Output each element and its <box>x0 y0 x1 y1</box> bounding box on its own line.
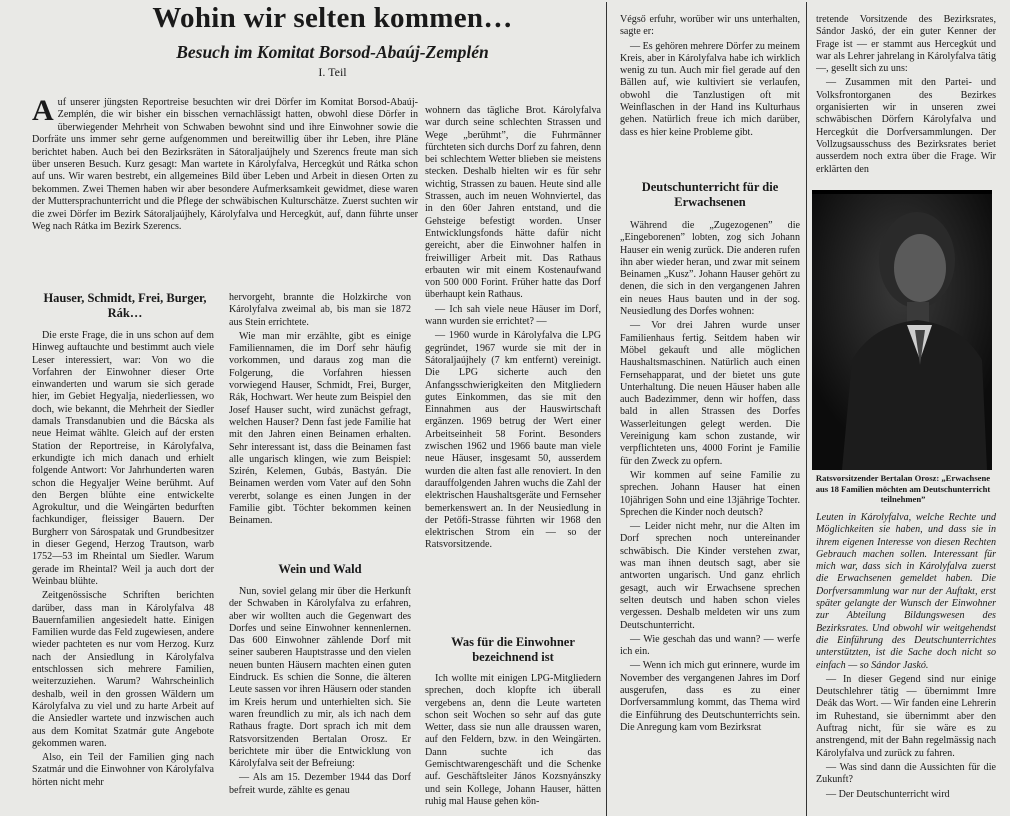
column-4-bottom <box>620 220 800 816</box>
paragraph: — Was sind dann die Aussichten für die Zukunft? <box>816 761 996 786</box>
column-1 <box>32 330 214 816</box>
paragraph: — In dieser Gegend sind nur einige Deutschlehrer tätig — übernimmt Imre Deák das Wort. — Wir fanden eine Lehrerin im Ruhestand, sie übernimmt aber den Auftrag nicht, für sie wäre es zu anstrengend, mit der Bahn regelmässig nach Károlyfalva und zurück zu fahren. <box>816 673 996 759</box>
col4-heading: Deutschunterricht für die Erwachsenen <box>641 180 779 209</box>
paragraph: — Vor drei Jahren wurde unser Familienhaus fertig. Seitdem haben wir Möbel gekauft und alle möglichen Haushaltsmaschinen. Natürlich auch einen Fernsehapparat, und der bietet uns gute Unterhaltung. Die neuen Häuser haben alle auch Badezimmer, denn wir hoffen, dass bald in allen Strassen des Dorfes Wasserleitungen gelegt werden. Die Vereinigung kam schon zustande, wir verpflichteten uns, 4000 Forint je Familie für den Zweck zu opfern. <box>620 320 800 467</box>
paragraph: Wir kommen auf seine Familie zu sprechen. Johann Hauser hat einen 10jährigen Sohn und eine 13jährige Tochter. Sprechen die Kinder noch deutsch? <box>620 469 800 518</box>
article-title: Wohin wir selten kommen… <box>152 2 513 34</box>
column-3-top <box>425 105 601 625</box>
paragraph: — Leider nicht mehr, nur die Alten im Dorf sprechen noch untereinander schwäbisch. Die Kinder verstehen zwar, was man ihnen deutsch sagt, aber sie antworten ungarisch. Und ganz ehrlich gesagt, auch wir Erwachsene sprechen selten deutsch und haben schon vieles vergessen. Deshalb meldeten wir uns zum Deutschunterricht. <box>620 521 800 631</box>
article-lead <box>32 94 418 233</box>
paragraph: Wie man mir erzählte, gibt es einige Familiennamen, die im Dorf sehr häufig vorkommen, und daraus zog man die Folgerung, die Vorfahren hiessen vorwiegend Hauser, Schmidt, Frei, Burger, Rák, Hochwart. Wer heute zum Beispiel den Josef Hauser sucht, wird zunächst gefragt, welchen Hauser? Denn fast jede Familie hat mit den Jahren einen Beinamen erhalten. Sehr interessant ist, dass die Beinamen fast alle ungarisch klingen, wie zum Beispiel: Szirén, Kelemen, Gubás, Bastyán. Die Beinamen werden vom Vater auf den Sohn vererbt, solange es einen Jungen in der Familie gibt. Töchter bekommen keinen Beinamen. <box>229 330 411 527</box>
paragraph: — Der Deutschunterricht wird <box>826 788 950 800</box>
col1-heading: Hauser, Schmidt, Frei, Burger, Rák… <box>43 291 207 320</box>
paragraph: Die erste Frage, die in uns schon auf dem Hinweg auftauchte und bestimmt auch viele Leser interessiert, war: Von wo die Vorfahren der Einwohner dieser Orte einwanderten und warum sie sich gerade hier, im Gebiet Hegyalja, niederliessen, wo doch, wie bekannt, die Mehrheit der Siedler damals Transdanubien und die Bácska als neue Heimat wählte. Gleich auf der ersten Station der Reportreise, in Károlyfalva, erkundigte ich mich danach und erhielt folgende Antwort: Vor Jahrhunderten waren schon die Hegyaljer Weine berühmt. Auf den Bergen blühte eine entwickelte Agrokultur, und die Weingärten bedurften fachkundiger, fleissiger Bauern. Der Burgherr von Sárospatak und Grundbesitzer in dieser Gegend, Herzog Trautson, warb 1752—53 im Rheintal um Siedler. Warum gerade im Rheintal? Weil ja auch dort der Weinbau blühte. <box>32 330 214 587</box>
lead-text: uf unserer jüngsten Reportreise besuchten wir drei Dörfer im Komitat Borsod-Abaúj-Zemplén, die wir bisher ein bisschen vernachlässigt hatten, obwohl diese Dörfer in überwiegender Mehrheit von Schwaben bewohnt sind und ihre Einwohner sowie die Dorfräte uns immer sehr gerne aufgenommen und bereitwillig über ihr Leben, ihre Pläne berichtet haben. Auch bei den Bezirksräten in Sátoraljaújhely und Szerencs freute man sich über unseren Besuch. Kurz gesagt: Man wartete in Károlyfalva, Hercegkút und Rátka schon auf uns. Wir waren bestrebt, ein allgemeines Bild über Leben und Arbeit in diesen Orten zu bekommen. Zwei Themen haben wir aber besondere Aufmerksamkeit gewidmet, diese waren der Muttersprachunterricht und die Pflege der schwäbischen Kulturschätze. Zuerst suchten wir die zwei Dörfer im Bezirk Sátoraljaújhely, Károlyfalva und Hercegkút, auf, dann führte unser Weg nach Rátka im Bezirk Szerencs. <box>32 97 418 233</box>
paragraph: wohnern das tägliche Brot. Károlyfalva war durch seine schlechten Strassen und Wege „berühmt”, die Fuhrmänner fürchteten sich durchs Dorf zu fahren, denn bei schlechtem Wetter blieben sie meistens stecken. Deshalb hielten wir es für sehr wichtig, Strassen zu bauen. Heute sind alle Strassen, auch im neuen Wohnviertel, das in den 60er Jahren entstand, und die Gehsteige befestigt worden. Unser Entwicklungsfonds hätte dafür nicht gereicht, aber die Einwohner halfen in freiwilliger Arbeit mit. Das Rathaus erbauten wir mit einem Kostenaufwand von 500 000 Forint. Früher hatte das Dorf überhaupt kein Rathaus. <box>425 105 601 301</box>
photo-caption: Ratsvorsitzender Bertalan Orosz: „Erwachsene aus 18 Familien möchten am Deutschunterricht teilnehmen” <box>815 473 991 504</box>
article-part: I. Teil <box>318 65 347 79</box>
column-2-bottom <box>229 586 411 816</box>
column-4-top <box>620 14 800 170</box>
paragraph: Während die „Zugezogenen” die „Eingeborenen” lobten, zog sich Johann Hauser ein wenig zurück. Die anderen rufen ihn aber wieder heran, und zwar mit seinem Beinamen „Kusz”. Johann Hauser gehört zu denen, die sich in den vergangenen Jahren ein neues Haus bauten und in der sog. Neusiedlung des Dorfes wohnen: <box>620 220 800 318</box>
paragraph: — Wie geschah das und wann? — werfe ich ein. <box>620 633 800 658</box>
column-rule <box>606 2 607 816</box>
paragraph: Also, ein Teil der Familien ging nach Szatmár und die Einwohner von Károlyfalva hörten nicht mehr <box>32 752 214 788</box>
paragraph: Zeitgenössische Schriften berichten darüber, dass man in Károlyfalva 48 Bauernfamilien angesiedelt hatte. Einigen Familien wurde das Feld zugewiesen, andere wieder pachteten es nur vom Herzog. Kurz nach der Ansiedlung in Károlyfalva entschlossen sich mehrere Familien, weiterzuziehen. Warum? Wahrscheinlich deshalb, weil in den grossen Wäldern um Károlyfalva zu viel und zu harte Arbeit auf die Ansiedler wartete und inzwischen auch aus dem Komitat Szatmár gute Angebote gekommen waren. <box>32 590 214 749</box>
drop-cap: A <box>32 94 54 127</box>
column-5-bottom <box>816 512 996 816</box>
col2-heading: Wein und Wald <box>278 562 362 576</box>
paragraph: — Wenn ich mich gut erinnere, wurde im November des vergangenen Jahres im Dorf ausgerufen, dass es zu einer Dorfversammlung kommt, das Thema wird die Einführung des Deutschunterrichts sein. Die Anregung kam vom Bezirksrat <box>620 660 800 733</box>
paragraph: — Als am 15. Dezember 1944 das Dorf befreit wurde, zählte es genau <box>229 772 411 796</box>
col3-heading: Was für die Einwohner bezeichnend ist <box>451 635 575 664</box>
paragraph: — Es gehören mehrere Dörfer zu meinem Kreis, aber in Károlyfalva habe ich wirklich wenig zu tun. Auch mir fiel gerade auf den Bällen auf, wie kultiviert sie verlaufen, obwohl die Tanzlustigen oft mit Weinflaschen in der Hand ins Kulturhaus gehen. Natürlich freue ich mich darüber, dass es hier keine Probleme gibt. <box>620 40 800 138</box>
column-3-bottom <box>425 673 601 816</box>
paragraph: tretende Vorsitzende des Bezirksrates, Sándor Jaskó, der ein guter Kenner der Frage ist — er stammt aus Hercegkút und war als Lehrer jahrelang in Károlyfalva tätig —, gesellt sich zu uns: <box>816 14 996 75</box>
column-5-top <box>816 14 996 184</box>
portrait-photo-icon <box>812 190 992 470</box>
paragraph: Ich wollte mit einigen LPG-Mitgliedern sprechen, doch klopfte ich überall vergebens an, denn die Leute warteten schon seit Wochen so sehr auf das gute Wetter, dass sie nun alle draussen waren, auf den Feldern, bzw. in den Weingärten. Dann suchte ich das Gemischtwarengeschäft und die Schenke auf. Geschäftsleiter János Kozsnyánszky und sein Kollege, Johann Hauser, hätten ruhig mal Hause gehen kön- <box>425 673 601 807</box>
paragraph: — Zusammen mit den Partei- und Volksfrontorganen des Bezirkes organisierten wir in unseren zwei schwäbischen Dörfern Károlyfalva und Hercegkút die Dorfversammlungen. Der Vollzugsausschuss des Bezirksrates beriet ausserdem noch extra über die Frage. Wir erklärten den <box>816 77 996 175</box>
paragraph: hervorgeht, brannte die Holzkirche von Károlyfalva zweimal ab, bis man sie 1872 aus Stein errichtete. <box>229 292 411 328</box>
column-2-top <box>229 292 411 550</box>
paragraph: Végső erfuhr, worüber wir uns unterhalten, sagte er: <box>620 14 800 38</box>
paragraph: Leuten in Károlyfalva, welche Rechte und Möglichkeiten sie haben, und dass sie in ihrem eigenen Interesse von diesen Rechten Gebrauch machen sollen. Interessant für mich war, dass sich in Károlyfalva zuerst die Erwachsenen gemeldet haben. Die Dorfversammlung war nur der Auftakt, erst später gelangte der Wunsch der Einwohner zur Abteilung Bildungswesen des Bezirksrates. Und obwohl wir weitgehendst die Einführung des Deutschunterrichtes unterstützten, ist die Sache doch nicht so einfach — so Sándor Jaskó. <box>816 512 996 671</box>
portrait-photo <box>812 190 992 470</box>
article-subtitle: Besuch im Komitat Borsod-Abaúj-Zemplén <box>176 42 489 62</box>
paragraph: Nun, soviel gelang mir über die Herkunft der Schwaben in Károlyfalva zu erfahren, aber wir wollten auch die Gegenwart des Dorfes und seine Einwohner kennenlernen. Das 600 Einwohner zählende Dorf mit seiner sauberen Hauptstrasse und den vielen neuen bunten Häusern machten einen guten Eindruck. Es schien die Sonne, die älteren Leute sassen vor ihren Häusern oder standen im Kreis herum und unterhielten sich. Sie waren freundlich zu mir, als ich nach dem Rathaus fragte. Dort sprach ich mit dem Ratsvorsitzenden Bertalan Orosz. Er berichtete mir über die Entwicklung von Károlyfalva seit der Befreiung: <box>229 586 411 770</box>
column-rule <box>806 2 807 816</box>
paragraph: — Ich sah viele neue Häuser im Dorf, wann wurden sie errichtet? — <box>425 303 601 328</box>
paragraph: — 1960 wurde in Károlyfalva die LPG gegründet, 1967 wurde sie mit der in Sátoraljaújhely (7 km entfernt) vereinigt. Die LPG sicherte auch den Anfangsschwierigkeiten den Mitgliedern gutes Einkommen, das sie mit den Einnahmen aus der Hauswirtschaft ergänzen. 1969 betrug der Wert einer Arbeitseinheit 58 Forint. Besonders zwischen 1962 und 1966 baute man viele neue Häuser, insgesamt 50, ausserdem wurden die alten fast alle renoviert. In den darauffolgenden Jahren wuchs die Zahl der elektrischen Haushaltsgeräte und Fernseher bemerkenswert an. In der Neusiedlung in der Petőfi-Strasse führten wir 1968 den elektrischen Strom ein — so der Ratsvorsitzende. <box>425 330 601 551</box>
